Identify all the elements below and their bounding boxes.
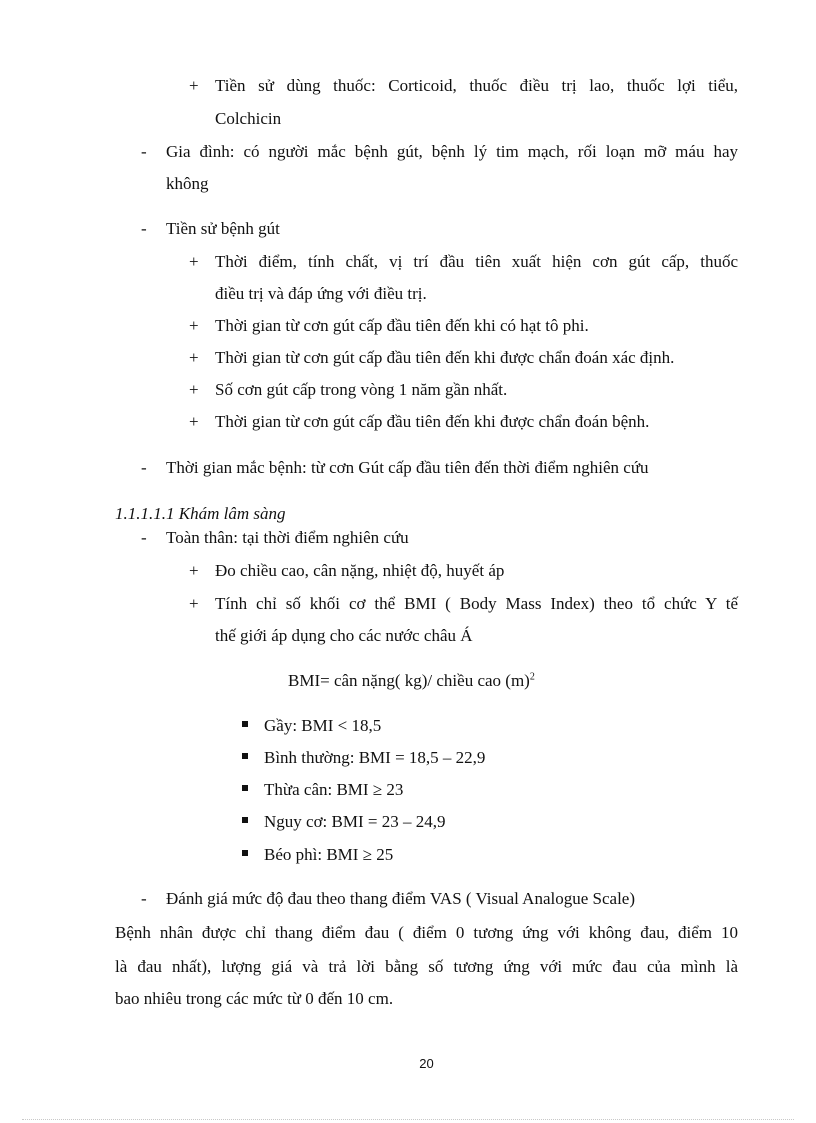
vas-paragraph-line-3: bao nhiêu trong các mức từ 0 đến 10 cm. (115, 989, 394, 1008)
plus-marker: + (189, 76, 199, 95)
onset-line-1: Thời điểm, tính chất, vị trí đầu tiên xuất hiện cơn gút cấp, thuốc (215, 252, 738, 271)
bmi-formula (288, 670, 535, 692)
measurements-line: Đo chiều cao, cân nặng, nhiệt độ, huyết áp (215, 561, 505, 580)
bmi-description-line-1: Tính chỉ số khối cơ thể BMI ( Body Mass Index) theo tổ chức Y tế (215, 594, 738, 613)
disease-duration-line: Thời gian mắc bệnh: từ cơn Gút cấp đầu tiên đến thời điểm nghiên cứu (166, 458, 649, 477)
plus-marker: + (189, 412, 199, 431)
dash-marker: - (141, 219, 147, 238)
general-exam-line: Toàn thân: tại thời điểm nghiên cứu (166, 528, 409, 547)
square-bullet-icon (242, 785, 248, 791)
plus-marker: + (189, 348, 199, 367)
onset-line-2: điều trị và đáp ứng với điều trị. (215, 284, 427, 303)
attacks-year-line: Số cơn gút cấp trong vòng 1 năm gần nhất. (215, 380, 508, 399)
plus-marker: + (189, 252, 199, 271)
family-history-line-2: không (166, 174, 209, 193)
square-bullet-icon (242, 721, 248, 727)
diagnosis-disease-line: Thời gian từ cơn gút cấp đầu tiên đến khi được chẩn đoán bệnh. (215, 412, 650, 431)
bmi-formula-exponent: 2 (529, 671, 535, 683)
drug-history-line-1: Tiền sử dùng thuốc: Corticoid, thuốc điều trị lao, thuốc lợi tiểu, (215, 76, 738, 95)
bmi-category-underweight: Gầy: BMI < 18,5 (264, 716, 382, 735)
page-number: 20 (419, 1056, 434, 1071)
square-bullet-icon (242, 817, 248, 823)
bmi-category-risk: Nguy cơ: BMI = 23 – 24,9 (264, 812, 446, 831)
dash-marker: - (141, 528, 147, 547)
vas-paragraph-line-1: Bệnh nhân được chỉ thang điểm đau ( điểm 0 tương ứng với không đau, điểm 10 (115, 923, 738, 942)
dash-marker: - (141, 889, 147, 908)
plus-marker: + (189, 316, 199, 335)
bmi-formula-text: BMI= cân nặng( kg)/ chiều cao (m) (288, 671, 530, 690)
bmi-category-normal: Bình thường: BMI = 18,5 – 22,9 (264, 748, 486, 767)
diagnosis-confirmed-line: Thời gian từ cơn gút cấp đầu tiên đến khi được chẩn đoán xác định. (215, 348, 675, 367)
plus-marker: + (189, 380, 199, 399)
vas-heading-line: Đánh giá mức độ đau theo thang điểm VAS ( Visual Analogue Scale) (166, 889, 636, 908)
square-bullet-icon (242, 753, 248, 759)
gout-history-label: Tiền sử bệnh gút (166, 219, 280, 238)
square-bullet-icon (242, 850, 248, 856)
dash-marker: - (141, 142, 147, 161)
bmi-description-line-2: thế giới áp dụng cho các nước châu Á (215, 626, 473, 645)
drug-history-line-2: Colchicin (215, 109, 282, 128)
dash-marker: - (141, 458, 147, 477)
tophi-line: Thời gian từ cơn gút cấp đầu tiên đến khi có hạt tô phi. (215, 316, 589, 335)
vas-paragraph-line-2: là đau nhất), lượng giá và trả lời bằng số tương ứng với mức đau của mình là (115, 957, 738, 976)
plus-marker: + (189, 561, 199, 580)
bmi-category-overweight: Thừa cân: BMI ≥ 23 (264, 780, 404, 799)
section-heading: 1.1.1.1.1 Khám lâm sàng (115, 504, 286, 523)
bmi-category-obese: Béo phì: BMI ≥ 25 (264, 845, 394, 864)
page-boundary-divider (22, 1119, 794, 1120)
plus-marker: + (189, 594, 199, 613)
family-history-line-1: Gia đình: có người mắc bệnh gút, bệnh lý tim mạch, rối loạn mỡ máu hay (166, 142, 738, 161)
